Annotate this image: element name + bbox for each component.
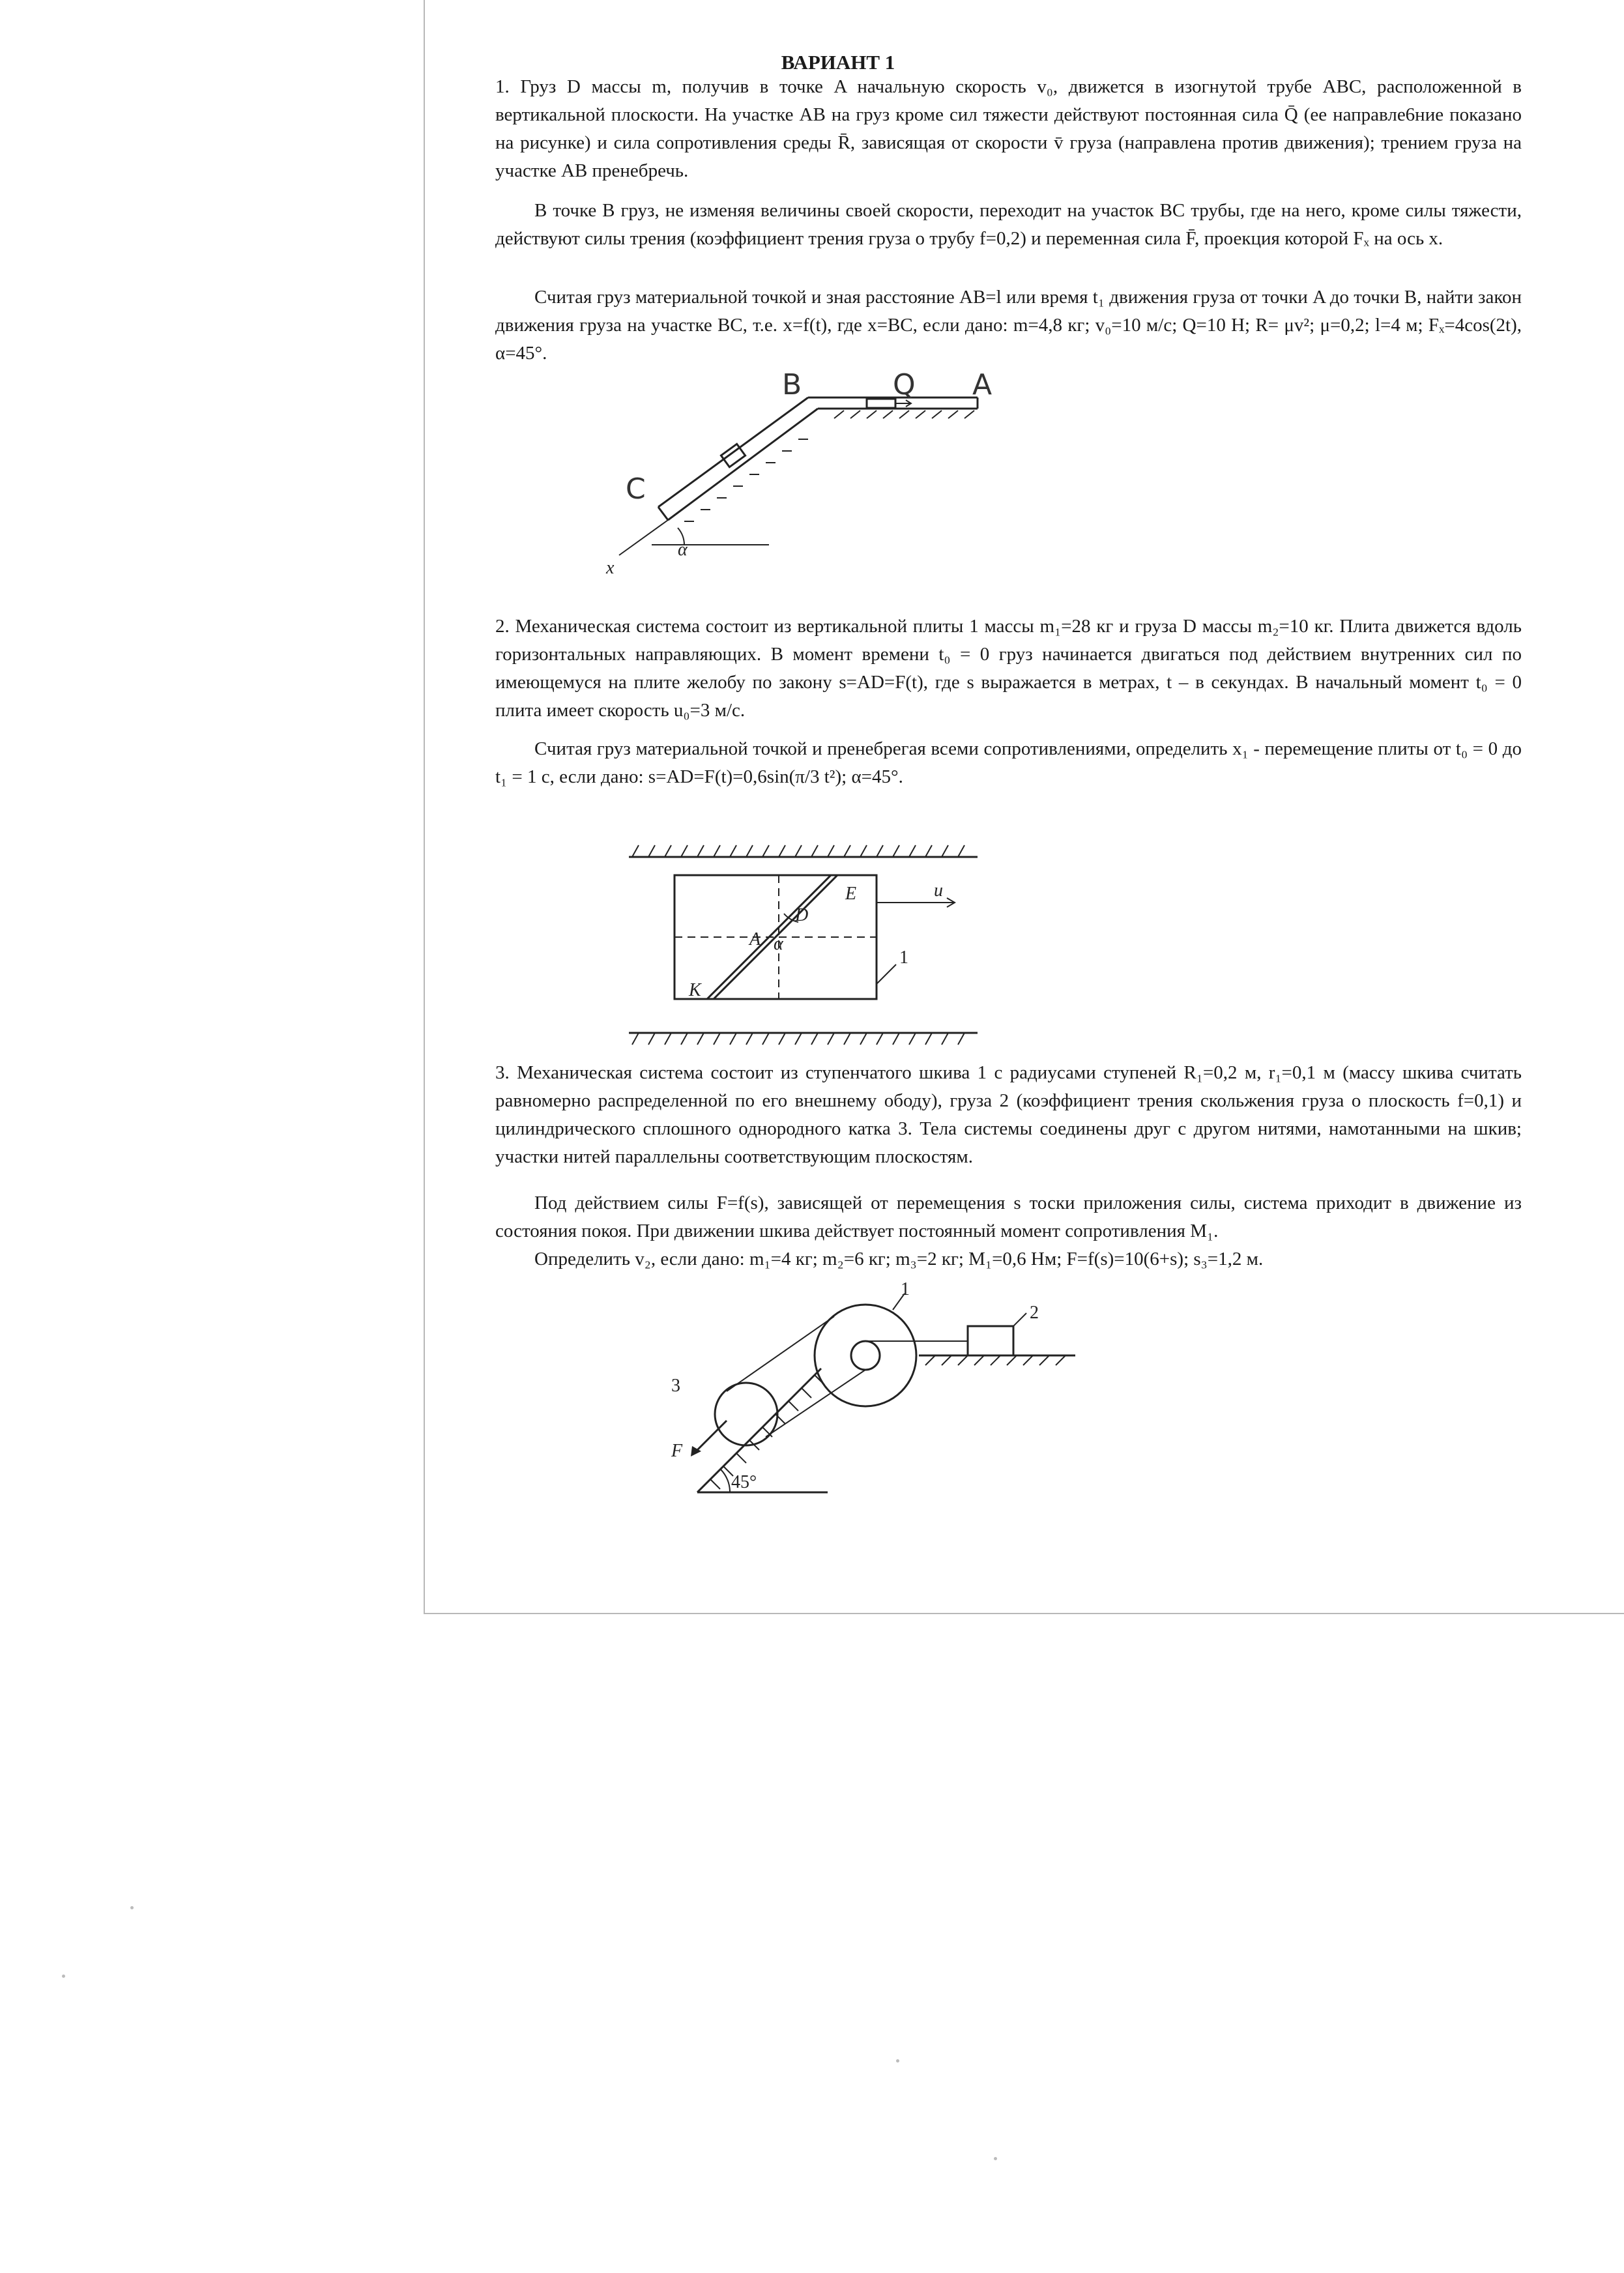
problem1-figure	[587, 365, 1056, 586]
scan-speck	[896, 2059, 899, 2063]
tube-bc-top	[658, 398, 808, 507]
problem1-paragraph1: 1. Груз D массы m, получив в точке A начальную скорость v₀, движется в изогнутой трубе ABC, расположенной в вертикальной плоскости. На участке AB на груз кроме сил тяжести действуют постоянная сила Q̄ (ее направле6ние показано на рисунке) и сила сопротивления среды R̄, зависящая от скорости v̄ груза (направлена против движения); трением груза на участке AB пренебречь.	[495, 76, 1522, 181]
angle-arc	[721, 1469, 730, 1492]
label-plate-1: 1	[899, 948, 908, 968]
thread-roller-top	[727, 1316, 834, 1391]
label-angle: 45°	[731, 1472, 757, 1492]
label-2: 2	[1030, 1303, 1039, 1323]
label-1: 1	[901, 1279, 910, 1299]
problem3-figure	[658, 1281, 1101, 1515]
label-k: K	[689, 980, 701, 1000]
bc-hatching	[684, 439, 808, 521]
load-2	[968, 1326, 1013, 1355]
tube-bc-bottom	[668, 409, 818, 520]
label-alpha: α	[678, 540, 688, 560]
label-q: Q	[893, 368, 916, 401]
label-f: F	[671, 1441, 683, 1461]
leader-2	[1013, 1313, 1026, 1326]
load-q	[867, 399, 895, 408]
problem1-paragraph2: В точке B груз, не изменяя величины своей скорости, переходит на участок BC трубы, где на него, кроме силы тяжести, действуют силы трения (коэффициент трения груза о трубу f=0,2) и переменная сила F̄, проекция которой Fₓ на ось x.	[495, 200, 1522, 249]
problem3-paragraph2: Под действием силы F=f(s), зависящей от перемещения s тоски приложения силы, система приходит в движение из состояния покоя. При движении шкива действует постоянный момент сопротивления M₁.	[495, 1193, 1522, 1241]
problem2-paragraph2: Считая груз материальной точкой и пренебрегая всеми сопротивлениями, определить x₁ - перемещение плиты от t₀ = 0 до t₁ = 1 с, если дано: s=AD=F(t)=0,6sin(π/3 t²); α=45°.	[495, 738, 1522, 787]
bottom-guide-hatching	[632, 1033, 964, 1045]
problem3-paragraph3: Определить v₂, если дано: m₁=4 кг; m₂=6 кг; m₃=2 кг; M₁=0,6 Нм; F=f(s)=10(6+s); s₃=1,2 м.	[534, 1249, 1264, 1269]
ab-hatching	[834, 411, 974, 418]
problem3-paragraph1: 3. Механическая система состоит из ступенчатого шкива 1 с радиусами ступеней R₁=0,2 м, r₁=0,1 м (массу шкива считать равномерно распределенной по его внешнему ободу), груза 2 (коэффициент трения скольжения груза о плоскость f=0,1) и цилиндрического сплошного однородного катка 3. Тела системы соединены друг с другом нитями, намотанными на шкив; участки нитей параллельны соответствующим плоскостям.	[495, 1062, 1522, 1167]
scan-speck	[130, 1906, 134, 1909]
problem2-paragraph1: 2. Механическая система состоит из вертикальной плиты 1 массы m₁=28 кг и груза D массы m₂=10 кг. Плита движется вдоль горизонтальных направляющих. В момент времени t₀ = 0 груз начинается двигаться под действием внутренних сил по имеющемуся на плите желобу по закону s=AD=F(t), где s выражается в метрах, t – в секундах. В начальный момент t₀ = 0 плита имеет скорость u₀=3 м/с.	[495, 616, 1522, 721]
x-axis	[619, 520, 668, 555]
label-c: C	[626, 472, 646, 506]
problem2-figure	[622, 837, 987, 1052]
label-alpha-plate: α	[774, 934, 783, 954]
problem1-paragraph3: Считая груз материальной точкой и зная расстояние AB=l или время t₁ движения груза от точки A до точки B, найти закон движения груза на участке BC, т.е. x=f(t), где x=BC, если дано: m=4,8 кг; v₀=10 м/с; Q=10 Н; R= μv²; μ=0,2; l=4 м; Fₓ=4cos(2t), α=45°.	[495, 287, 1522, 364]
force-f-arrow	[694, 1421, 727, 1453]
label-a: A	[972, 368, 993, 401]
scan-speck	[62, 1975, 65, 1978]
label-d: D	[795, 905, 809, 925]
load-d-incline	[721, 444, 745, 467]
leader-1	[877, 964, 896, 984]
label-u: u	[934, 880, 943, 901]
scan-speck	[994, 2157, 997, 2160]
label-e: E	[845, 884, 857, 904]
label-x: x	[606, 558, 615, 578]
pulley-1-inner	[851, 1341, 880, 1370]
tube-c-end	[658, 507, 668, 520]
label-3: 3	[671, 1376, 680, 1396]
variant-title: ВАРИАНТ 1	[781, 51, 895, 74]
plane-hatching	[925, 1355, 1066, 1365]
label-b: B	[782, 368, 802, 401]
top-guide-hatching	[632, 845, 964, 857]
label-a-plate: A	[749, 929, 761, 949]
